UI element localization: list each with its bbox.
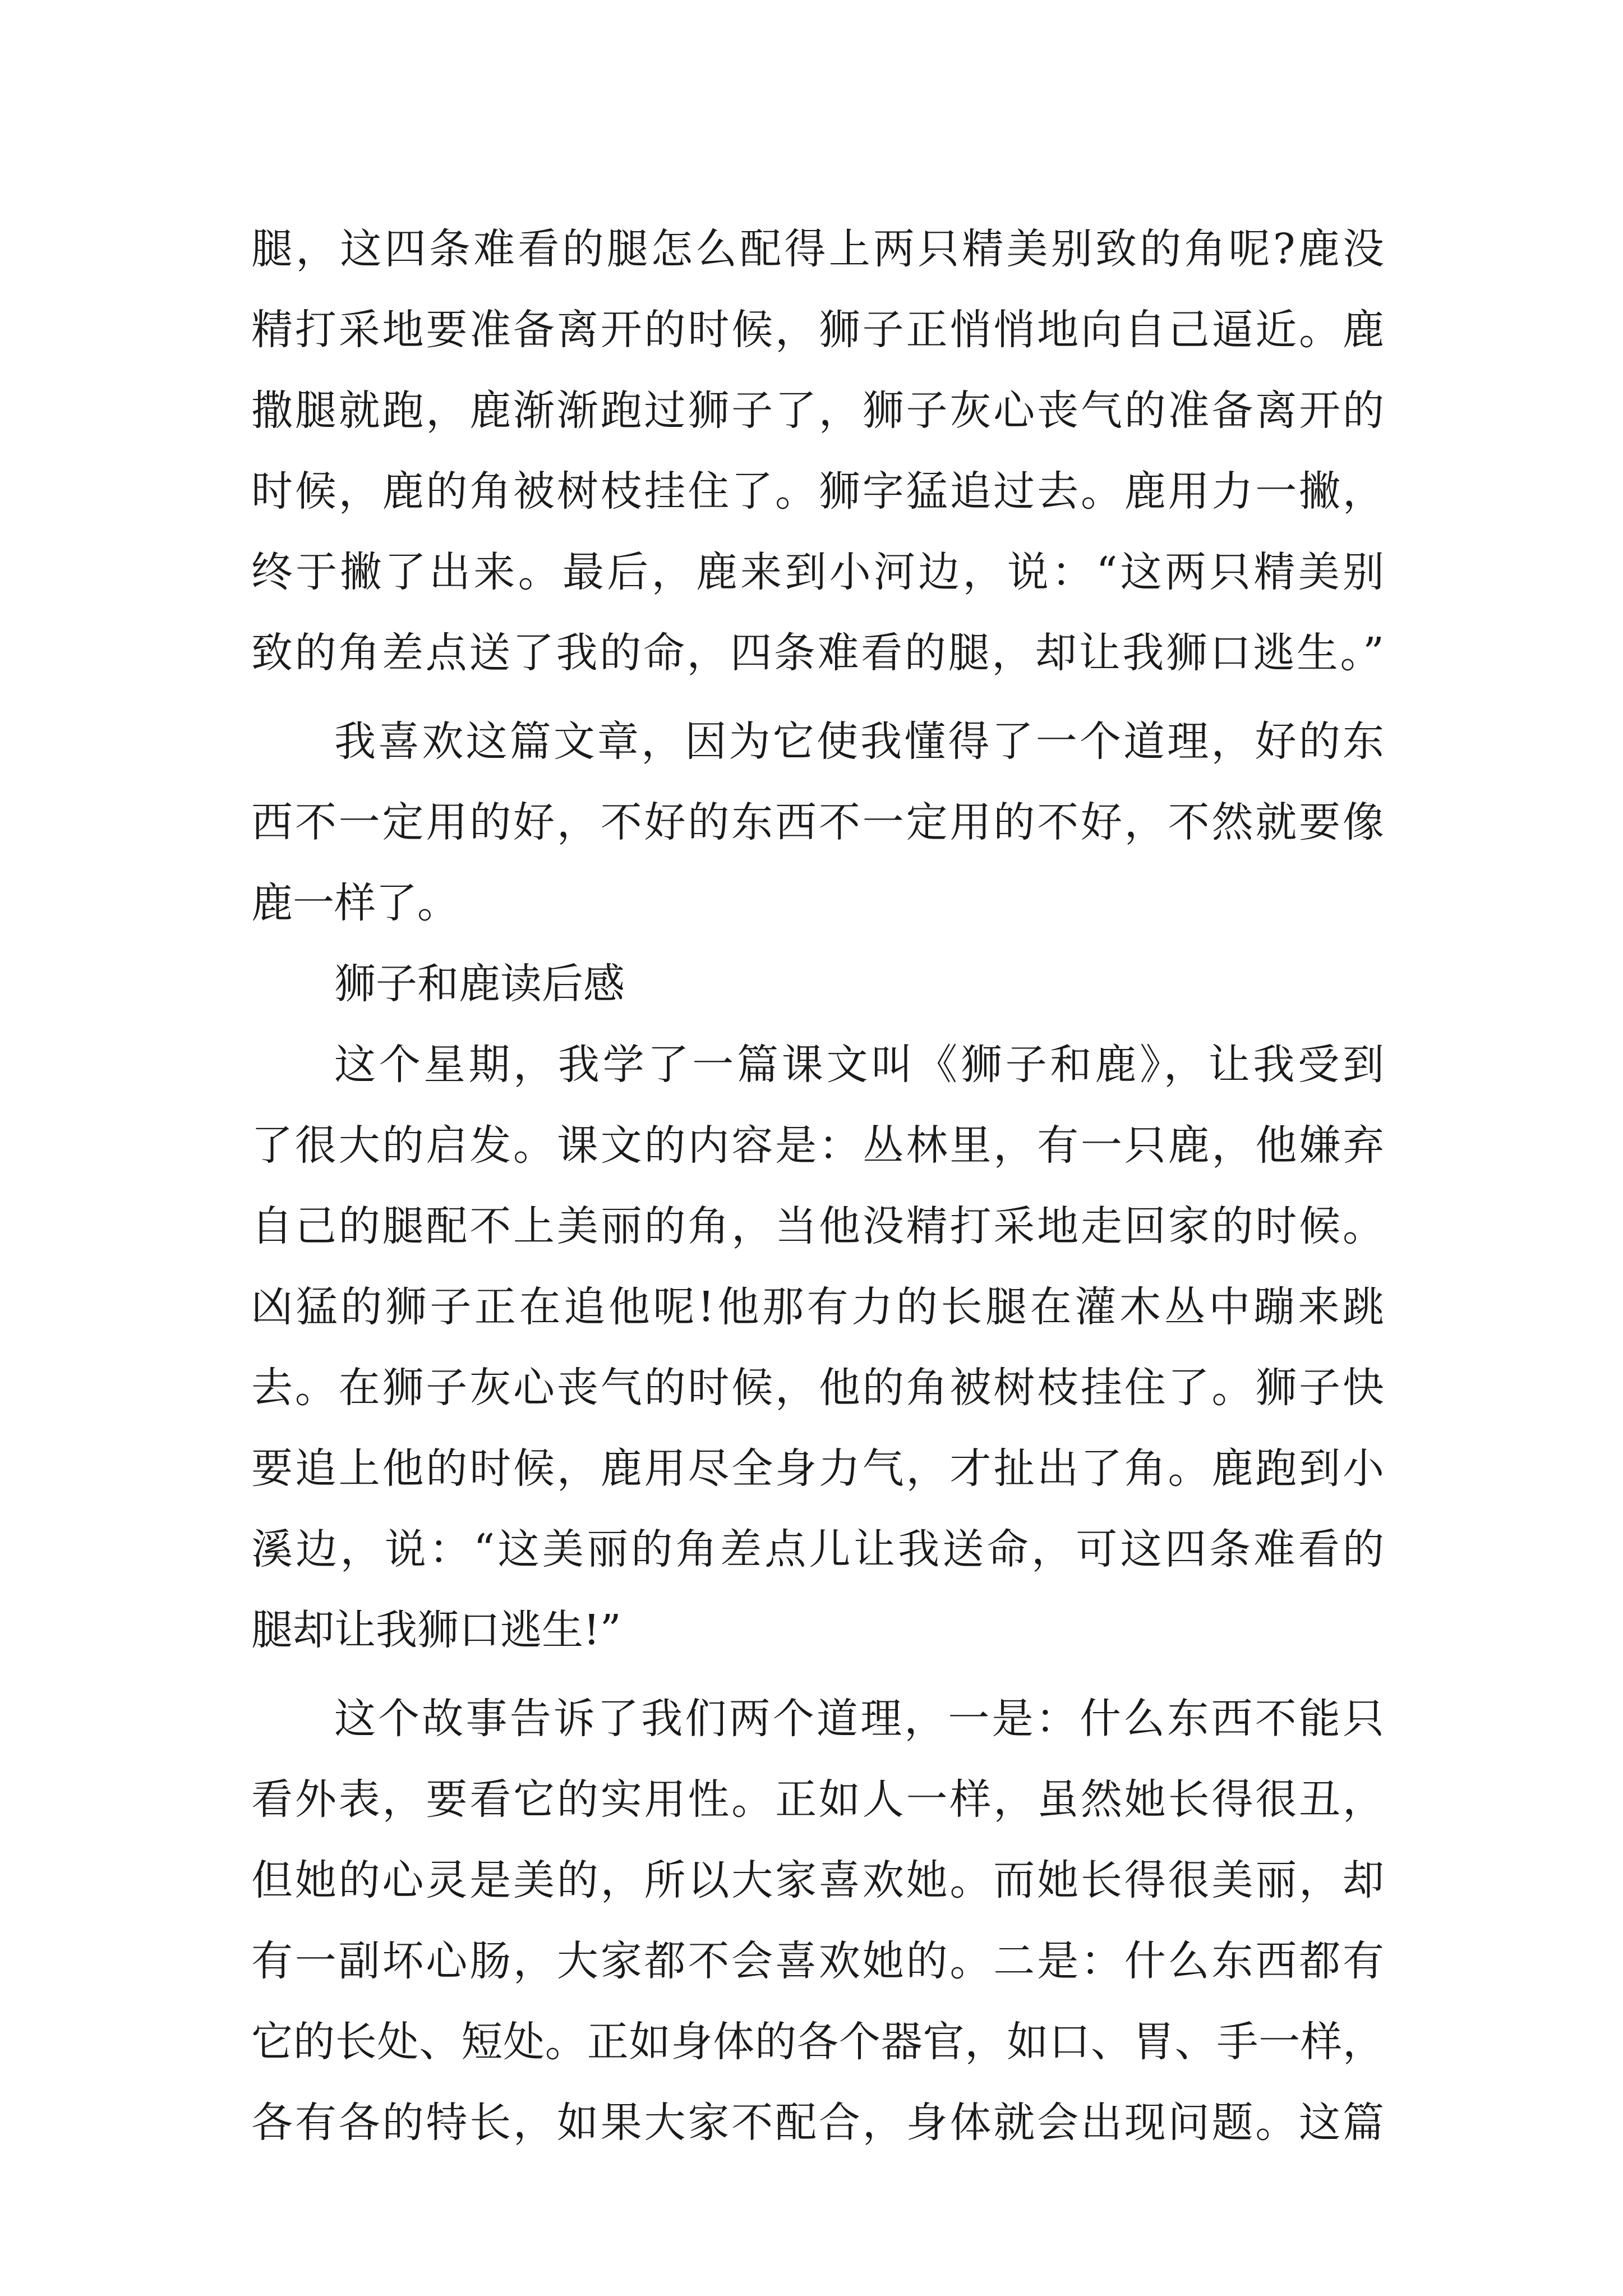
paragraph-4 <box>251 1024 1384 1671</box>
text-line: 各有各的特长，如果大家不配合，身体就会出现问题。这篇 <box>251 2099 1384 2147</box>
paragraph-2 <box>251 701 1384 944</box>
text-line: 看外表，要看它的实用性。正如人一样，虽然她长得很丑， <box>251 1775 1384 1824</box>
text-line: 我喜欢这篇文章，因为它使我懂得了一个道理，好的东 <box>334 717 1384 766</box>
document-body <box>251 209 1384 2163</box>
paragraph-spacer <box>251 693 1384 701</box>
text-line: 时候，鹿的角被树枝挂住了。狮字猛追过去。鹿用力一撇， <box>251 467 1384 516</box>
text-line: 要追上他的时候，鹿用尽全身力气，才扯出了角。鹿跑到小 <box>251 1444 1384 1493</box>
text-line: 它的长处、短处。正如身体的各个器官，如口、胃、手一样， <box>251 2018 1384 2066</box>
text-line: 这个故事告诉了我们两个道理，一是：什么东西不能只 <box>334 1695 1384 1743</box>
text-line: 凶猛的狮子正在追他呢!他那有力的长腿在灌木丛中蹦来跳 <box>251 1283 1384 1331</box>
paragraph-5 <box>251 1678 1384 2163</box>
paragraph-spacer <box>251 1671 1384 1678</box>
paragraph-1 <box>251 209 1384 693</box>
text-line: 终于撇了出来。最后，鹿来到小河边，说：“这两只精美别 <box>251 548 1384 596</box>
text-line: 但她的心灵是美的，所以大家喜欢她。而她长得很美丽，却 <box>251 1856 1384 1904</box>
heading-line: 狮子和鹿读后感 <box>334 960 625 1008</box>
text-line: 致的角差点送了我的命，四条难看的腿，却让我狮口逃生。” <box>251 629 1384 677</box>
text-line: 有一副坏心肠，大家都不会喜欢她的。二是：什么东西都有 <box>251 1937 1384 1985</box>
text-line: 精打采地要准备离开的时候，狮子正悄悄地向自己逼近。鹿 <box>251 306 1384 354</box>
text-line: 撒腿就跑，鹿渐渐跑过狮子了，狮子灰心丧气的准备离开的 <box>251 386 1384 435</box>
text-line: 腿却让我狮口逃生!” <box>251 1606 621 1654</box>
text-line: 了很大的启发。课文的内容是：丛林里，有一只鹿，他嫌弃 <box>251 1121 1384 1170</box>
text-line: 去。在狮子灰心丧气的时候，他的角被树枝挂住了。狮子快 <box>251 1364 1384 1412</box>
text-line: 鹿一样了。 <box>251 879 459 927</box>
text-line: 西不一定用的好，不好的东西不一定用的不好，不然就要像 <box>251 798 1384 846</box>
text-line: 这个星期，我学了一篇课文叫《狮子和鹿》，让我受到 <box>334 1041 1384 1089</box>
text-line: 自己的腿配不上美丽的角，当他没精打采地走回家的时候。 <box>251 1202 1384 1250</box>
section-heading <box>251 944 1384 1024</box>
text-line: 腿，这四条难看的腿怎么配得上两只精美别致的角呢?鹿没 <box>251 225 1384 273</box>
text-line: 溪边，说：“这美丽的角差点儿让我送命，可这四条难看的 <box>251 1525 1384 1573</box>
